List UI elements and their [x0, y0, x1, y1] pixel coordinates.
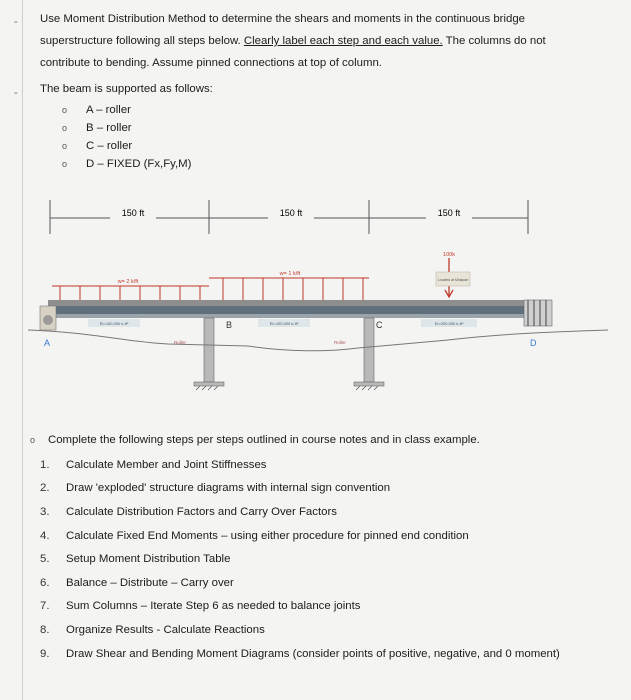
distributed-load-left [52, 286, 209, 300]
support-item: o A – roller [62, 104, 131, 116]
node-label-a: A [44, 338, 51, 348]
roller-label: Roller [334, 340, 346, 345]
span-label: 150 ft [279, 208, 303, 218]
step-item: 6. Balance – Distribute – Carry over [40, 576, 234, 589]
distributed-load-middle [209, 278, 369, 300]
support-a [40, 306, 56, 330]
ei-label: EI=200,000 k-ft² [434, 321, 464, 326]
node-label-d: D [530, 338, 537, 348]
bridge-diagram [28, 182, 608, 418]
steps-list [40, 453, 560, 665]
ei-label: EI=100,000 k-ft² [269, 321, 299, 326]
load-label-middle: w= 1 k/ft [279, 271, 301, 277]
load-label-left: w= 2 k/ft [117, 279, 139, 285]
intro-line: contribute to bending. Assume pinned connections at top of column. [40, 57, 382, 69]
step-item: 7. Sum Columns – Iterate Step 6 as needed to balance joints [40, 600, 361, 613]
bullet-icon: o [62, 123, 68, 133]
support-d [524, 300, 552, 326]
support-item: o B – roller [62, 122, 132, 134]
margin-mark: - [14, 16, 18, 28]
span-label: 150 ft [437, 208, 461, 218]
margin-mark: - [14, 87, 18, 99]
span-label: 150 ft [121, 208, 145, 218]
underlined-instruction: Clearly label each step and each value. [243, 35, 443, 47]
bullet-icon: o [30, 435, 36, 445]
bridge-deck [48, 300, 536, 318]
step-item: 5. Setup Moment Distribution Table [40, 553, 231, 566]
support-item: o C – roller [62, 140, 133, 152]
bullet-icon: o [62, 141, 68, 151]
step-item: 2. Draw 'exploded' structure diagrams with internal sign convention [40, 482, 391, 495]
step-item: 8. Organize Results - Calculate Reactions [40, 623, 265, 636]
node-label-c: C [376, 320, 383, 330]
node-label-b: B [226, 320, 233, 330]
ei-label: EI=100,000 k-ft² [99, 321, 129, 326]
intro-paragraph [40, 8, 615, 74]
supports-heading: The beam is supported as follows: [40, 83, 213, 95]
column-b [194, 318, 224, 386]
supports-list [62, 101, 191, 173]
step-item: 9. Draw Shear and Bending Moment Diagrams (consider points of positive, negative, and 0 moment) [40, 647, 560, 660]
intro-line: superstructure following all steps below. Clearly label each step and each value. The columns do not [40, 35, 546, 47]
step-item: 3. Calculate Distribution Factors and Carry Over Factors [40, 505, 337, 518]
bullet-icon: o [62, 159, 68, 169]
step-item: 4. Calculate Fixed End Moments – using either procedure for pinned end condition [40, 529, 469, 542]
point-load-note: Located at Midspan [437, 278, 469, 282]
bullet-icon: o [62, 105, 68, 115]
ground-line [28, 330, 608, 351]
support-item: o D – FIXED (Fx,Fy,M) [62, 158, 192, 170]
roller-label: Roller [174, 340, 186, 345]
margin-rule [22, 0, 23, 700]
footing-hatch [196, 386, 378, 390]
complete-instruction: o Complete the following steps per steps outlined in course notes and in class example. [30, 434, 480, 446]
intro-line: Use Moment Distribution Method to determine the shears and moments in the continuous bridge [40, 13, 525, 25]
step-item: 1. Calculate Member and Joint Stiffnesses [40, 458, 267, 471]
point-load-label: 100k [443, 252, 455, 258]
